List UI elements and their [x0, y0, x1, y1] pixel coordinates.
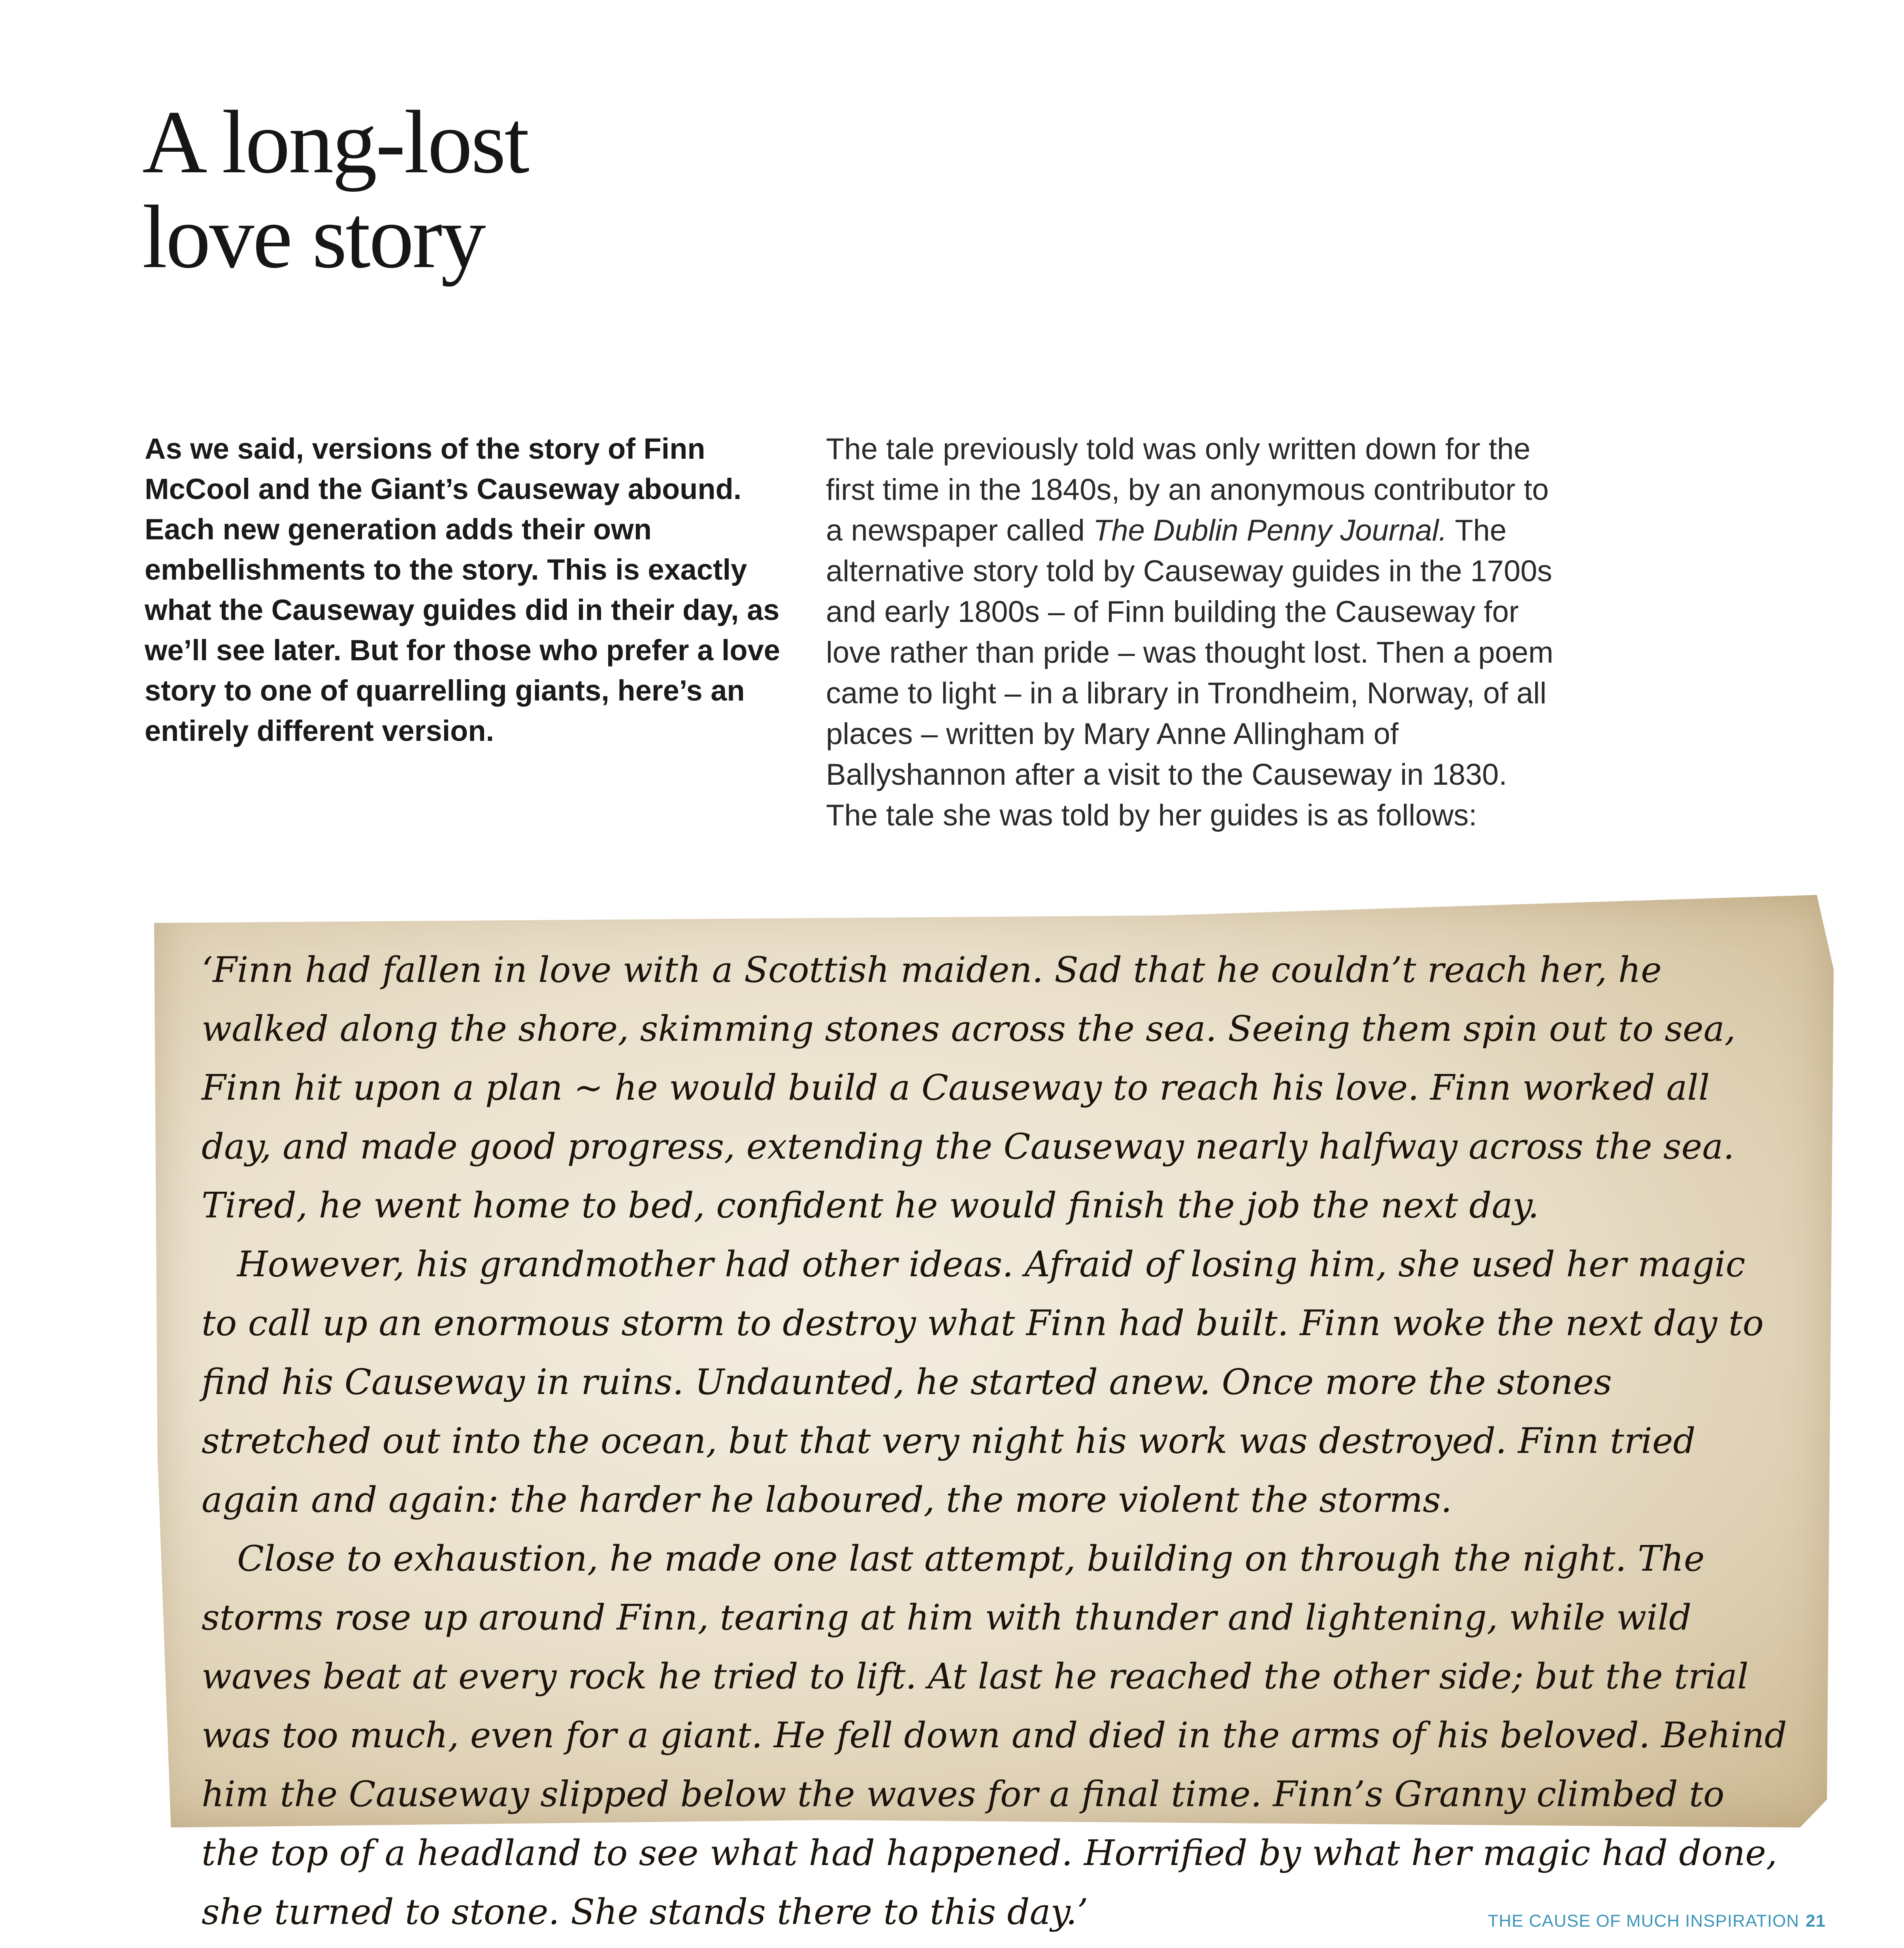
quote-paragraph-1: ‘Finn had fallen in love with a Scottish maiden. Sad that he couldn’t reach her, he walked along the shore, skimming stones across the sea. Seeing them spin out to sea, Finn hit upon a plan ~ he would build a Causeway to reach his love. Finn worked all day, and made good progress, extending the Causeway nearly halfway across the sea. Tired, he went home to bed, confident he would finish the job the next day. [202, 949, 1736, 1226]
publication-name: The Dublin Penny Journal. [1093, 514, 1447, 547]
title-line-2: love story [142, 187, 484, 287]
history-text-part-1: The tale previously told was only written down for the first time in the 1840s, by an anonymous contributor to a newspaper called [826, 432, 1549, 547]
quote-paragraph-2: However, his grandmother had other ideas. Afraid of losing him, she used her magic to call up an enormous storm to destroy what Finn had built. Finn woke the next day to find his Causeway in ruins. Undaunted, he started anew. Once more the stones stretched out into the ocean, but that very night his work was destroyed. Finn tried again and again: the harder he laboured, the more violent the storms. [202, 1243, 1764, 1520]
calligraphy-quote [202, 940, 1790, 1941]
quote-paragraph-3: Close to exhaustion, he made one last attempt, building on through the night. The storms rose up around Finn, tearing at him with thunder and lightening, while wild waves beat at every rock he tried to lift. At last he reached the other side; but the trial was too much, even for a giant. He fell down and died in the arms of his beloved. Behind him the Causeway slipped below the waves for a final time. Finn’s Granny climbed to the top of a headland to see what had happened. Horrified by what her magic had done, she turned to stone. She stands there to this day.’ [202, 1538, 1787, 1932]
page-footer [1488, 1909, 1826, 1933]
section-title: THE CAUSE OF MUCH INSPIRATION [1487, 1911, 1800, 1931]
history-text-part-2: The alternative story told by Causeway guides in the 1700s and early 1800s – of Finn building the Causeway for love rather than pride – was thought lost. Then a poem came to light – in a library in Trondheim, Norway, of all places – written by Mary Anne Allingham of Ballyshannon after a visit to the Causeway in 1830. The tale she was told by her guides is as follows: [826, 514, 1553, 832]
intro-paragraph: As we said, versions of the story of Finn McCool and the Giant’s Causeway abound. Each new generation adds their own embellishments to the story. This is exactly what the Causeway guides did in their day, as we’ll see later. But for those who prefer a love story to one of quarrelling giants, here’s an entirely different version. [145, 432, 780, 747]
page-title [142, 92, 854, 287]
history-paragraph [826, 429, 1557, 836]
title-line-1: A long-lost [142, 92, 528, 192]
page-number: 21 [1806, 1911, 1826, 1931]
